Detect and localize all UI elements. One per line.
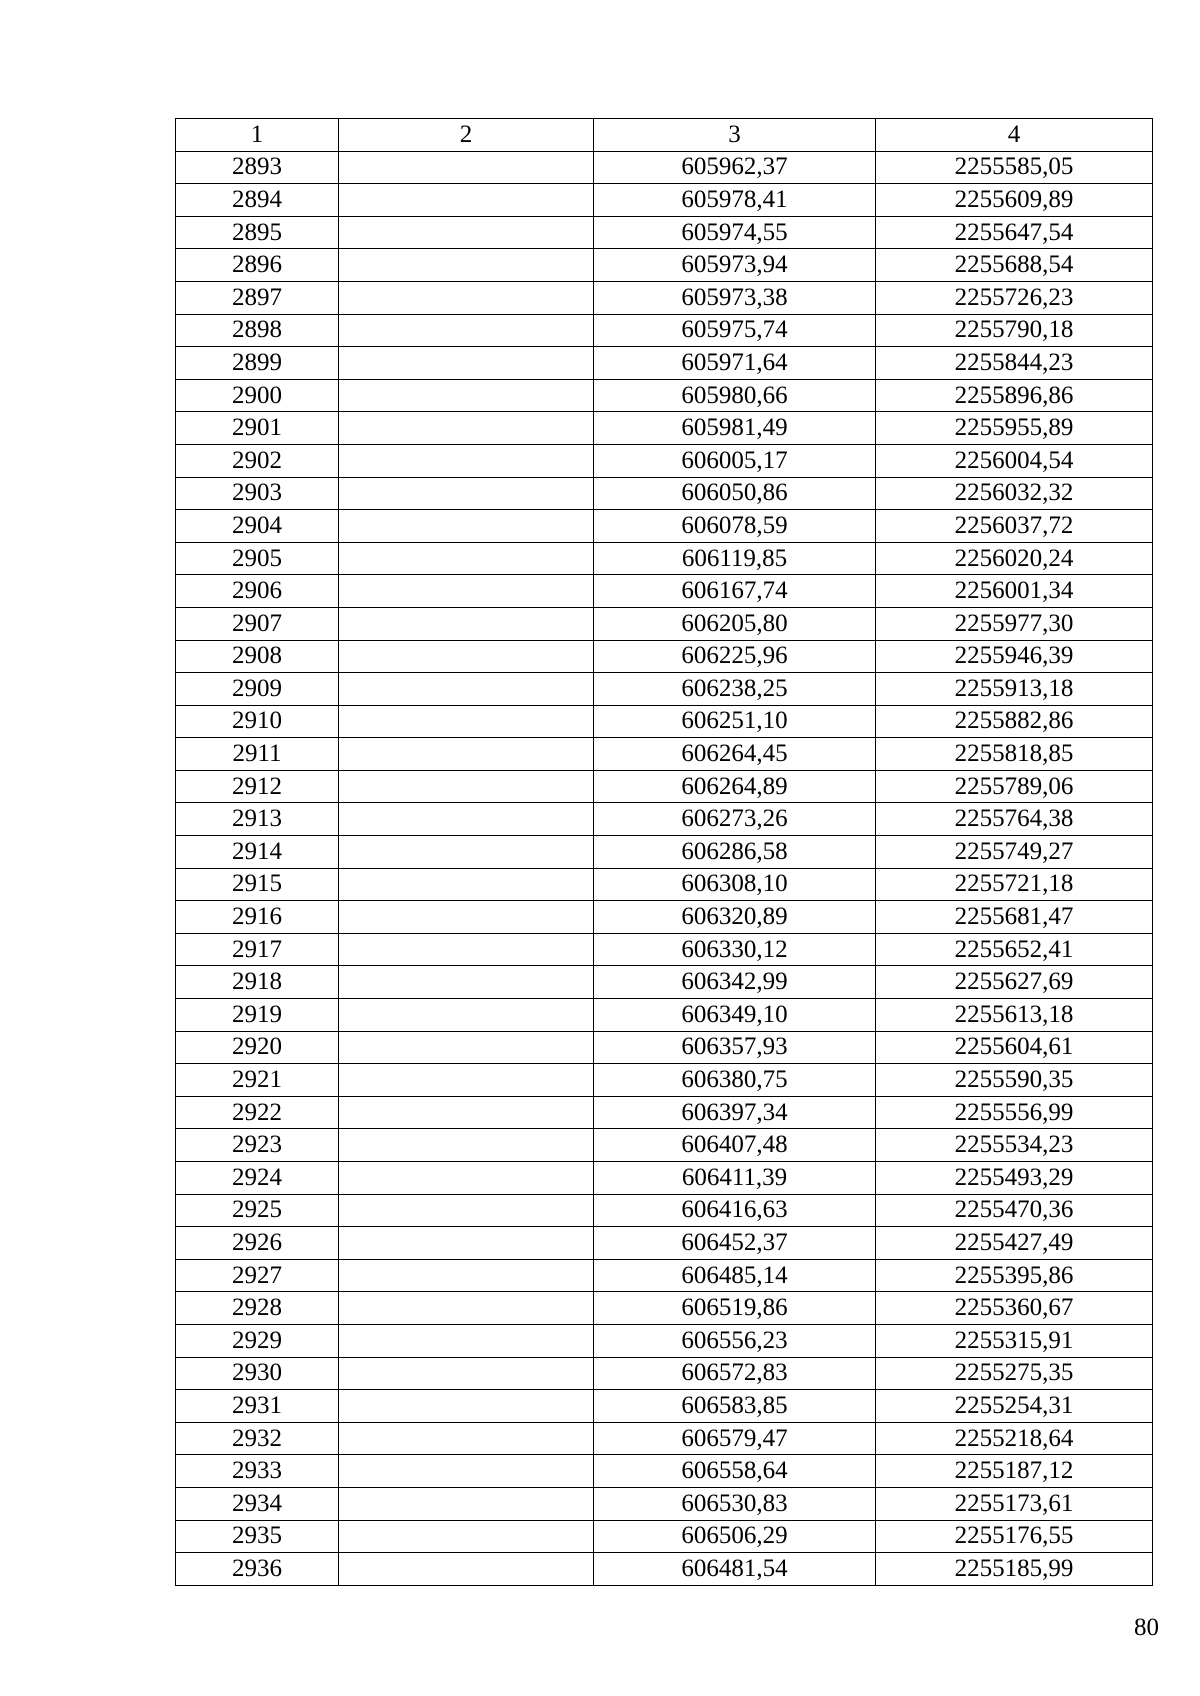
x-coordinate-cell: 605973,38: [594, 281, 876, 314]
table-row: [176, 281, 1153, 314]
x-coordinate-cell: 606357,93: [594, 1031, 876, 1064]
y-coordinate-cell: 2255977,30: [876, 607, 1153, 640]
point-number-cell: 2917: [176, 933, 339, 966]
point-number-cell: 2897: [176, 281, 339, 314]
table-row: [176, 1422, 1153, 1455]
x-coordinate-cell: 605975,74: [594, 314, 876, 347]
table-row: [176, 1162, 1153, 1195]
column-header-4: 4: [876, 119, 1153, 152]
column-header-1: 1: [176, 119, 339, 152]
column-2-cell: [339, 640, 594, 673]
y-coordinate-cell: 2255360,67: [876, 1292, 1153, 1325]
table-row: [176, 1064, 1153, 1097]
column-2-cell: [339, 1324, 594, 1357]
x-coordinate-cell: 606572,83: [594, 1357, 876, 1390]
column-2-cell: [339, 1194, 594, 1227]
y-coordinate-cell: 2255590,35: [876, 1064, 1153, 1097]
y-coordinate-cell: 2255726,23: [876, 281, 1153, 314]
x-coordinate-cell: 606286,58: [594, 836, 876, 869]
x-coordinate-cell: 606380,75: [594, 1064, 876, 1097]
y-coordinate-cell: 2255764,38: [876, 803, 1153, 836]
column-2-cell: [339, 770, 594, 803]
point-number-cell: 2923: [176, 1129, 339, 1162]
x-coordinate-cell: 606416,63: [594, 1194, 876, 1227]
table-row: [176, 444, 1153, 477]
x-coordinate-cell: 606481,54: [594, 1553, 876, 1586]
column-2-cell: [339, 1031, 594, 1064]
x-coordinate-cell: 606397,34: [594, 1096, 876, 1129]
column-2-cell: [339, 803, 594, 836]
column-2-cell: [339, 249, 594, 282]
table-row: [176, 1259, 1153, 1292]
x-coordinate-cell: 606273,26: [594, 803, 876, 836]
table-row: [176, 379, 1153, 412]
column-2-cell: [339, 1390, 594, 1423]
column-2-cell: [339, 705, 594, 738]
y-coordinate-cell: 2255176,55: [876, 1520, 1153, 1553]
table-row: [176, 1357, 1153, 1390]
column-2-cell: [339, 1487, 594, 1520]
table-row: [176, 1455, 1153, 1488]
table-row: [176, 1390, 1153, 1423]
point-number-cell: 2927: [176, 1259, 339, 1292]
column-2-cell: [339, 868, 594, 901]
x-coordinate-cell: 605978,41: [594, 184, 876, 217]
y-coordinate-cell: 2255789,06: [876, 770, 1153, 803]
x-coordinate-cell: 606264,45: [594, 738, 876, 771]
table-row: [176, 1194, 1153, 1227]
table-row: [176, 1520, 1153, 1553]
column-2-cell: [339, 379, 594, 412]
column-2-cell: [339, 347, 594, 380]
column-2-cell: [339, 314, 594, 347]
point-number-cell: 2936: [176, 1553, 339, 1586]
point-number-cell: 2905: [176, 542, 339, 575]
point-number-cell: 2901: [176, 412, 339, 445]
y-coordinate-cell: 2255896,86: [876, 379, 1153, 412]
x-coordinate-cell: 606308,10: [594, 868, 876, 901]
y-coordinate-cell: 2255721,18: [876, 868, 1153, 901]
table-header-row: [176, 119, 1153, 152]
point-number-cell: 2895: [176, 216, 339, 249]
x-coordinate-cell: 606349,10: [594, 999, 876, 1032]
y-coordinate-cell: 2255652,41: [876, 933, 1153, 966]
point-number-cell: 2935: [176, 1520, 339, 1553]
column-header-2: 2: [339, 119, 594, 152]
table-row: [176, 868, 1153, 901]
y-coordinate-cell: 2255647,54: [876, 216, 1153, 249]
x-coordinate-cell: 606225,96: [594, 640, 876, 673]
column-2-cell: [339, 607, 594, 640]
column-2-cell: [339, 738, 594, 771]
column-2-cell: [339, 216, 594, 249]
x-coordinate-cell: 606205,80: [594, 607, 876, 640]
column-2-cell: [339, 477, 594, 510]
point-number-cell: 2903: [176, 477, 339, 510]
point-number-cell: 2913: [176, 803, 339, 836]
column-header-3: 3: [594, 119, 876, 152]
y-coordinate-cell: 2255946,39: [876, 640, 1153, 673]
y-coordinate-cell: 2255395,86: [876, 1259, 1153, 1292]
x-coordinate-cell: 606411,39: [594, 1162, 876, 1195]
column-2-cell: [339, 966, 594, 999]
column-2-cell: [339, 444, 594, 477]
table-row: [176, 1227, 1153, 1260]
column-2-cell: [339, 933, 594, 966]
point-number-cell: 2910: [176, 705, 339, 738]
column-2-cell: [339, 575, 594, 608]
point-number-cell: 2921: [176, 1064, 339, 1097]
x-coordinate-cell: 606342,99: [594, 966, 876, 999]
column-2-cell: [339, 999, 594, 1032]
x-coordinate-cell: 606330,12: [594, 933, 876, 966]
point-number-cell: 2926: [176, 1227, 339, 1260]
y-coordinate-cell: 2255427,49: [876, 1227, 1153, 1260]
point-number-cell: 2907: [176, 607, 339, 640]
y-coordinate-cell: 2256020,24: [876, 542, 1153, 575]
table-row: [176, 803, 1153, 836]
x-coordinate-cell: 605973,94: [594, 249, 876, 282]
table-row: [176, 477, 1153, 510]
x-coordinate-cell: 606050,86: [594, 477, 876, 510]
table-row: [176, 1324, 1153, 1357]
x-coordinate-cell: 606519,86: [594, 1292, 876, 1325]
table-row: [176, 510, 1153, 543]
table-row: [176, 1553, 1153, 1586]
y-coordinate-cell: 2255844,23: [876, 347, 1153, 380]
point-number-cell: 2920: [176, 1031, 339, 1064]
y-coordinate-cell: 2255275,35: [876, 1357, 1153, 1390]
column-2-cell: [339, 1553, 594, 1586]
x-coordinate-cell: 606579,47: [594, 1422, 876, 1455]
column-2-cell: [339, 1129, 594, 1162]
table-row: [176, 216, 1153, 249]
y-coordinate-cell: 2256032,32: [876, 477, 1153, 510]
y-coordinate-cell: 2255585,05: [876, 151, 1153, 184]
x-coordinate-cell: 606251,10: [594, 705, 876, 738]
column-2-cell: [339, 1259, 594, 1292]
table-row: [176, 1487, 1153, 1520]
point-number-cell: 2912: [176, 770, 339, 803]
y-coordinate-cell: 2255470,36: [876, 1194, 1153, 1227]
column-2-cell: [339, 151, 594, 184]
x-coordinate-cell: 606407,48: [594, 1129, 876, 1162]
x-coordinate-cell: 605971,64: [594, 347, 876, 380]
table-row: [176, 1129, 1153, 1162]
point-number-cell: 2899: [176, 347, 339, 380]
x-coordinate-cell: 606556,23: [594, 1324, 876, 1357]
table-row: [176, 542, 1153, 575]
column-2-cell: [339, 1455, 594, 1488]
point-number-cell: 2930: [176, 1357, 339, 1390]
x-coordinate-cell: 606119,85: [594, 542, 876, 575]
column-2-cell: [339, 1096, 594, 1129]
y-coordinate-cell: 2255254,31: [876, 1390, 1153, 1423]
column-2-cell: [339, 542, 594, 575]
table-row: [176, 999, 1153, 1032]
point-number-cell: 2898: [176, 314, 339, 347]
point-number-cell: 2894: [176, 184, 339, 217]
table-row: [176, 607, 1153, 640]
column-2-cell: [339, 836, 594, 869]
table-row: [176, 347, 1153, 380]
table-row: [176, 738, 1153, 771]
column-2-cell: [339, 1520, 594, 1553]
point-number-cell: 2908: [176, 640, 339, 673]
x-coordinate-cell: 605962,37: [594, 151, 876, 184]
point-number-cell: 2904: [176, 510, 339, 543]
point-number-cell: 2924: [176, 1162, 339, 1195]
y-coordinate-cell: 2255534,23: [876, 1129, 1153, 1162]
y-coordinate-cell: 2255493,29: [876, 1162, 1153, 1195]
y-coordinate-cell: 2256037,72: [876, 510, 1153, 543]
x-coordinate-cell: 606485,14: [594, 1259, 876, 1292]
point-number-cell: 2931: [176, 1390, 339, 1423]
column-2-cell: [339, 1357, 594, 1390]
column-2-cell: [339, 1162, 594, 1195]
y-coordinate-cell: 2255790,18: [876, 314, 1153, 347]
column-2-cell: [339, 412, 594, 445]
point-number-cell: 2933: [176, 1455, 339, 1488]
y-coordinate-cell: 2256001,34: [876, 575, 1153, 608]
point-number-cell: 2919: [176, 999, 339, 1032]
point-number-cell: 2914: [176, 836, 339, 869]
x-coordinate-cell: 606452,37: [594, 1227, 876, 1260]
y-coordinate-cell: 2255218,64: [876, 1422, 1153, 1455]
y-coordinate-cell: 2255187,12: [876, 1455, 1153, 1488]
x-coordinate-cell: 605980,66: [594, 379, 876, 412]
column-2-cell: [339, 1422, 594, 1455]
y-coordinate-cell: 2255604,61: [876, 1031, 1153, 1064]
x-coordinate-cell: 606078,59: [594, 510, 876, 543]
y-coordinate-cell: 2255185,99: [876, 1553, 1153, 1586]
y-coordinate-cell: 2255315,91: [876, 1324, 1153, 1357]
x-coordinate-cell: 606167,74: [594, 575, 876, 608]
y-coordinate-cell: 2255955,89: [876, 412, 1153, 445]
x-coordinate-cell: 606264,89: [594, 770, 876, 803]
table-row: [176, 836, 1153, 869]
column-2-cell: [339, 901, 594, 934]
point-number-cell: 2896: [176, 249, 339, 282]
table-row: [176, 575, 1153, 608]
coordinates-table: [175, 118, 1153, 1586]
point-number-cell: 2932: [176, 1422, 339, 1455]
point-number-cell: 2916: [176, 901, 339, 934]
table-row: [176, 1096, 1153, 1129]
point-number-cell: 2925: [176, 1194, 339, 1227]
y-coordinate-cell: 2255681,47: [876, 901, 1153, 934]
point-number-cell: 2911: [176, 738, 339, 771]
x-coordinate-cell: 606583,85: [594, 1390, 876, 1423]
y-coordinate-cell: 2255609,89: [876, 184, 1153, 217]
table-row: [176, 640, 1153, 673]
y-coordinate-cell: 2255556,99: [876, 1096, 1153, 1129]
point-number-cell: 2928: [176, 1292, 339, 1325]
y-coordinate-cell: 2255749,27: [876, 836, 1153, 869]
y-coordinate-cell: 2255173,61: [876, 1487, 1153, 1520]
x-coordinate-cell: 606558,64: [594, 1455, 876, 1488]
point-number-cell: 2918: [176, 966, 339, 999]
column-2-cell: [339, 673, 594, 706]
x-coordinate-cell: 605974,55: [594, 216, 876, 249]
column-2-cell: [339, 1292, 594, 1325]
table-row: [176, 314, 1153, 347]
table-row: [176, 1031, 1153, 1064]
table-body: [176, 151, 1153, 1585]
y-coordinate-cell: 2255613,18: [876, 999, 1153, 1032]
table-row: [176, 412, 1153, 445]
x-coordinate-cell: 606506,29: [594, 1520, 876, 1553]
x-coordinate-cell: 606005,17: [594, 444, 876, 477]
y-coordinate-cell: 2255913,18: [876, 673, 1153, 706]
point-number-cell: 2922: [176, 1096, 339, 1129]
table-row: [176, 966, 1153, 999]
point-number-cell: 2902: [176, 444, 339, 477]
point-number-cell: 2909: [176, 673, 339, 706]
point-number-cell: 2929: [176, 1324, 339, 1357]
x-coordinate-cell: 606530,83: [594, 1487, 876, 1520]
table-row: [176, 901, 1153, 934]
point-number-cell: 2900: [176, 379, 339, 412]
y-coordinate-cell: 2255882,86: [876, 705, 1153, 738]
x-coordinate-cell: 606238,25: [594, 673, 876, 706]
table-row: [176, 673, 1153, 706]
column-2-cell: [339, 184, 594, 217]
point-number-cell: 2893: [176, 151, 339, 184]
point-number-cell: 2915: [176, 868, 339, 901]
table-row: [176, 705, 1153, 738]
column-2-cell: [339, 510, 594, 543]
y-coordinate-cell: 2256004,54: [876, 444, 1153, 477]
y-coordinate-cell: 2255627,69: [876, 966, 1153, 999]
y-coordinate-cell: 2255688,54: [876, 249, 1153, 282]
page-number: 80: [1134, 1614, 1159, 1641]
table-row: [176, 151, 1153, 184]
y-coordinate-cell: 2255818,85: [876, 738, 1153, 771]
column-2-cell: [339, 281, 594, 314]
table-row: [176, 1292, 1153, 1325]
x-coordinate-cell: 606320,89: [594, 901, 876, 934]
x-coordinate-cell: 605981,49: [594, 412, 876, 445]
table-row: [176, 249, 1153, 282]
table-row: [176, 770, 1153, 803]
point-number-cell: 2906: [176, 575, 339, 608]
table-row: [176, 933, 1153, 966]
column-2-cell: [339, 1064, 594, 1097]
point-number-cell: 2934: [176, 1487, 339, 1520]
column-2-cell: [339, 1227, 594, 1260]
table-row: [176, 184, 1153, 217]
